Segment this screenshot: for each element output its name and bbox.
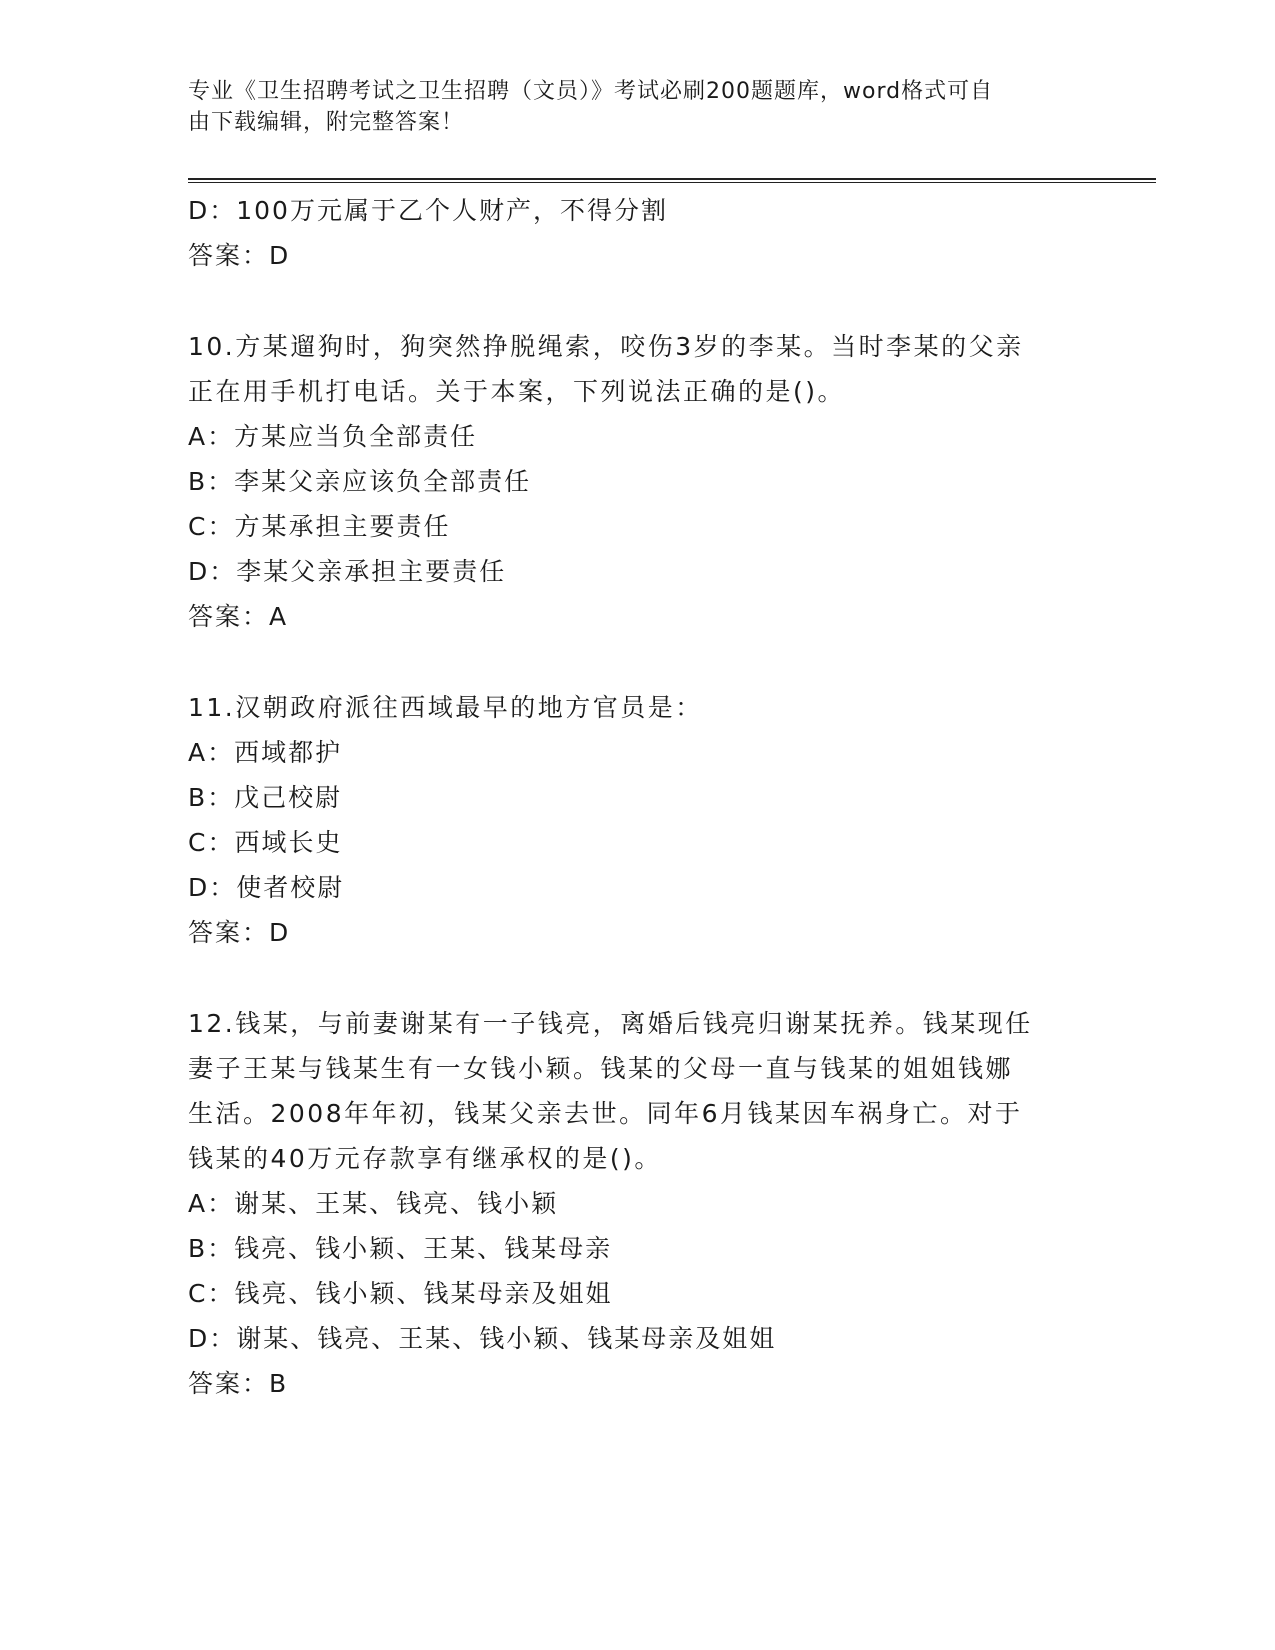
question-11 <box>188 685 1088 956</box>
question-text-line: 11.汉朝政府派往西域最早的地方官员是： <box>188 693 703 722</box>
answer-line: 答案：B <box>188 1369 289 1398</box>
option-c: C：方某承担主要责任 <box>188 512 451 541</box>
option-d: D：100万元属于乙个人财产，不得分割 <box>188 196 668 225</box>
option-a: A：西域都护 <box>188 738 343 767</box>
option-d: D：谢某、钱亮、王某、钱小颖、钱某母亲及姐姐 <box>188 1324 777 1353</box>
option-c: C：西域长史 <box>188 828 343 857</box>
answer-line: 答案：A <box>188 602 289 631</box>
question-text-line: 正在用手机打电话。关于本案，下列说法正确的是()。 <box>188 377 846 406</box>
question-text-line: 12.钱某，与前妻谢某有一子钱亮，离婚后钱亮归谢某抚养。钱某现任 <box>188 1009 1033 1038</box>
document-header <box>188 76 1068 138</box>
option-b: B：戊己校尉 <box>188 783 343 812</box>
header-line-1: 专业《卫生招聘考试之卫生招聘（文员）》考试必刷200题题库，word格式可自 <box>188 79 994 104</box>
option-d: D：使者校尉 <box>188 873 345 902</box>
question-text-line: 妻子王某与钱某生有一女钱小颖。钱某的父母一直与钱某的姐姐钱娜 <box>188 1054 1014 1083</box>
header-divider <box>188 178 1156 183</box>
header-line-2: 由下载编辑，附完整答案！ <box>188 110 465 135</box>
option-d: D：李某父亲承担主要责任 <box>188 557 507 586</box>
option-b: B：钱亮、钱小颖、王某、钱某母亲 <box>188 1234 613 1263</box>
question-text <box>188 1001 1088 1181</box>
question-10 <box>188 324 1088 640</box>
option-c: C：钱亮、钱小颖、钱某母亲及姐姐 <box>188 1279 613 1308</box>
carryover-block <box>188 188 1088 279</box>
option-a: A：谢某、王某、钱亮、钱小颖 <box>188 1189 559 1218</box>
question-text-line: 10.方某遛狗时，狗突然挣脱绳索，咬伤3岁的李某。当时李某的父亲 <box>188 332 1024 361</box>
question-text-line: 钱某的40万元存款享有继承权的是()。 <box>188 1144 662 1173</box>
option-a: A：方某应当负全部责任 <box>188 422 478 451</box>
option-b: B：李某父亲应该负全部责任 <box>188 467 532 496</box>
question-text <box>188 324 1088 414</box>
answer-line: 答案：D <box>188 241 291 270</box>
question-text <box>188 685 1088 730</box>
document-body <box>188 188 1088 1407</box>
question-12 <box>188 1001 1088 1407</box>
answer-line: 答案：D <box>188 918 291 947</box>
question-text-line: 生活。2008年年初，钱某父亲去世。同年6月钱某因车祸身亡。对于 <box>188 1099 1023 1128</box>
